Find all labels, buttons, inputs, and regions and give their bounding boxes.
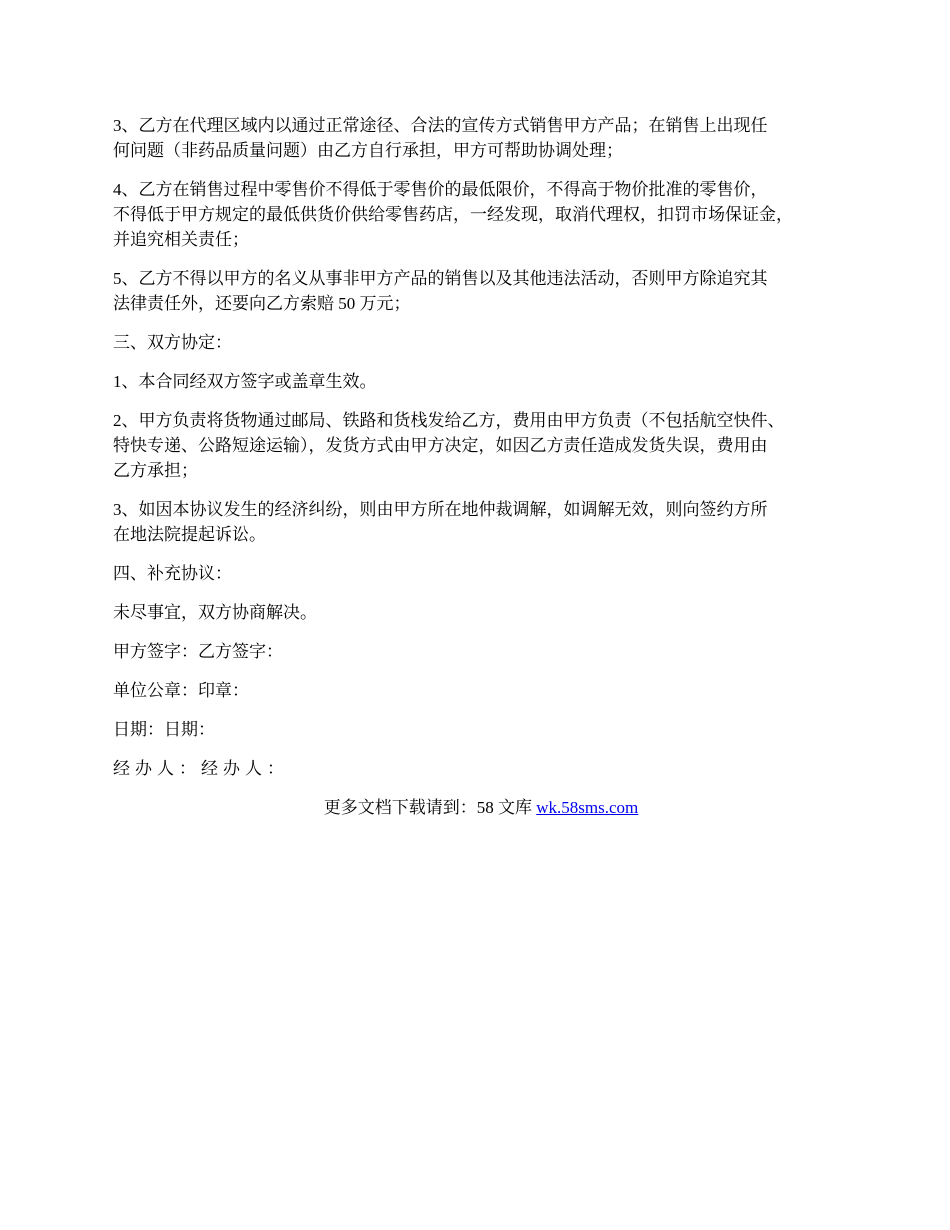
text-line: 1、本合同经双方签字或盖章生效。 [113, 372, 377, 391]
section-three-heading: 三、双方协定： [113, 333, 232, 352]
text-line: 并追究相关责任； [113, 230, 249, 249]
section-three-item-2 [113, 408, 849, 483]
clause-b-3 [113, 113, 849, 163]
text-line: 法律责任外，还要向乙方索赔 50 万元； [113, 294, 411, 313]
seal-line: 单位公章：印章： [113, 681, 249, 700]
text-line: 乙方承担； [113, 461, 198, 480]
footer-text: 更多文档下载请到：58 文库 [323, 798, 537, 817]
handler-line: 经办人：经办人： [113, 759, 289, 778]
signature-line: 甲方签字：乙方签字： [113, 642, 283, 661]
text-line: 在地法院提起诉讼。 [113, 525, 266, 544]
clause-b-4 [113, 177, 849, 252]
download-footer [113, 795, 849, 820]
text-line: 何问题（非药品质量问题）由乙方自行承担，甲方可帮助协调处理； [113, 141, 623, 160]
text-line: 2、甲方负责将货物通过邮局、铁路和货栈发给乙方，费用由甲方负责（不包括航空快件、 [113, 411, 785, 430]
date-line: 日期：日期： [113, 720, 215, 739]
section-four-heading: 四、补充协议： [113, 564, 232, 583]
text-line: 不得低于甲方规定的最低供货价供给零售药店，一经发现，取消代理权，扣罚市场保证金， [113, 205, 793, 224]
text-line: 3、如因本协议发生的经济纠纷，则由甲方所在地仲裁调解，如调解无效，则向签约方所 [113, 500, 768, 519]
text-line: 特快专递、公路短途运输），发货方式由甲方决定，如因乙方责任造成发货失误，费用由 [113, 436, 768, 455]
clause-b-5 [113, 266, 849, 316]
section-four-text: 未尽事宜，双方协商解决。 [113, 603, 317, 622]
section-three-item-3 [113, 497, 849, 547]
document-body [113, 113, 849, 820]
text-line: 3、乙方在代理区域内以通过正常途径、合法的宣传方式销售甲方产品；在销售上出现任 [113, 116, 768, 135]
section-three-item-1 [113, 369, 849, 394]
text-line: 5、乙方不得以甲方的名义从事非甲方产品的销售以及其他违法活动，否则甲方除追究其 [113, 269, 768, 288]
text-line: 4、乙方在销售过程中零售价不得低于零售价的最低限价，不得高于物价批准的零售价， [113, 180, 768, 199]
footer-link[interactable]: wk.58sms.com [536, 798, 639, 817]
